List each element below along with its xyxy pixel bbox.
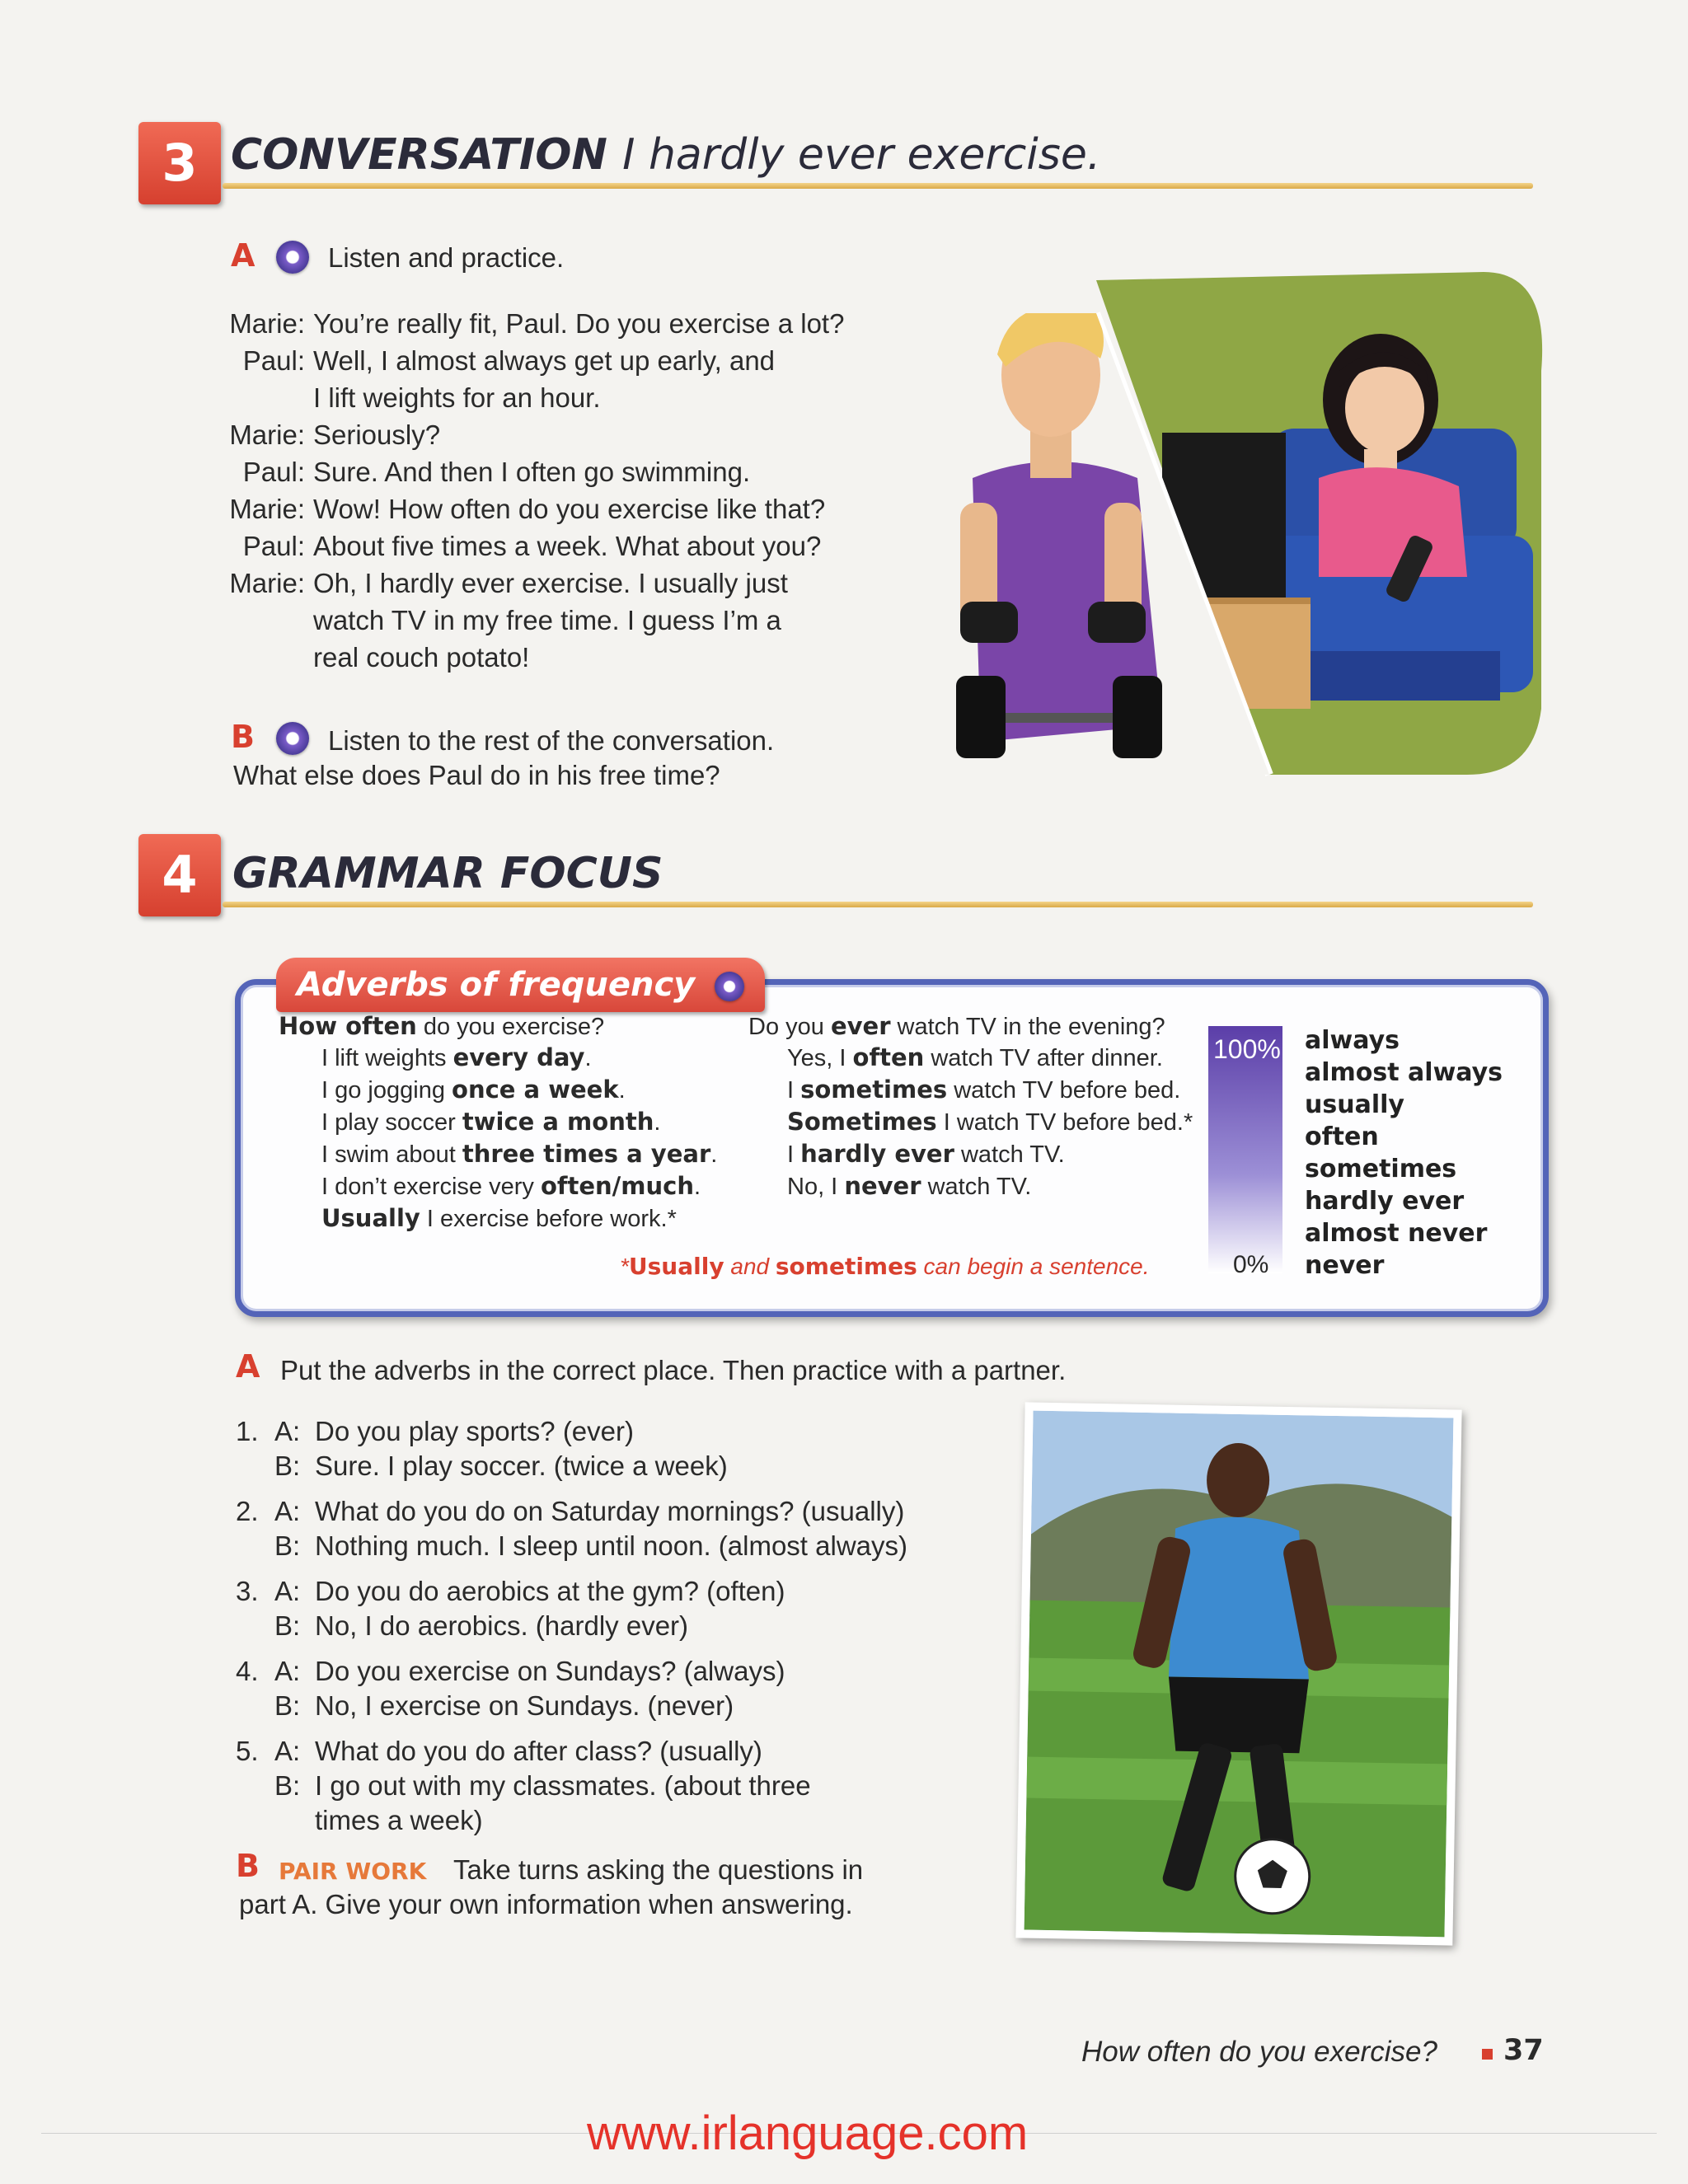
exercise-a-letter: A: [236, 1348, 260, 1385]
text-part: Yes, I: [787, 1045, 853, 1071]
conversation-illustration: [890, 264, 1550, 791]
text-part: *: [620, 1254, 629, 1279]
speaker-a-label: A:: [274, 1656, 301, 1686]
text-part: I: [787, 1141, 801, 1168]
emphasis: hardly ever: [800, 1140, 954, 1168]
text-part: .: [693, 1174, 701, 1200]
text-part: .: [710, 1141, 718, 1168]
dialogue-line: About five times a week. What about you?: [313, 531, 822, 561]
text-part: .: [584, 1045, 592, 1071]
speaker-name: Marie:: [229, 419, 305, 450]
grammar-example: [787, 1043, 1163, 1072]
emphasis: Sometimes: [787, 1108, 937, 1136]
part-b-line1: Listen to the rest of the conversation.: [328, 725, 775, 756]
audio-play-icon[interactable]: [276, 241, 309, 274]
footer-square-bullet: [1482, 2049, 1493, 2060]
exercise-answer: No, I exercise on Sundays. (never): [315, 1690, 734, 1721]
exercise-number: 2.: [236, 1496, 259, 1526]
exercise-question: Do you do aerobics at the gym? (often): [315, 1576, 785, 1606]
speaker-name: Marie:: [229, 308, 305, 339]
grammar-example: [321, 1043, 592, 1072]
pair-work-tag: PAIR WORK: [279, 1858, 427, 1885]
watermark-url: www.irlanguage.com: [587, 2107, 1029, 2160]
text-part: watch TV.: [954, 1141, 1065, 1168]
adverb-item: almost never: [1305, 1219, 1488, 1248]
exercise-answer: I go out with my classmates. (about three: [315, 1770, 811, 1801]
speaker-b-label: B:: [274, 1690, 301, 1721]
exercise-answer: No, I do aerobics. (hardly ever): [315, 1610, 689, 1641]
page-number: 37: [1503, 2034, 1544, 2067]
text-part: I play soccer: [321, 1109, 462, 1136]
conversation-turn: [223, 568, 882, 679]
emphasis: sometimes: [775, 1253, 917, 1280]
section-divider: [223, 183, 1533, 189]
speaker-b-label: B:: [274, 1770, 301, 1801]
speaker-a-label: A:: [274, 1576, 301, 1606]
grammar-example: [321, 1140, 717, 1169]
text-part: I exercise before work.*: [420, 1206, 677, 1232]
soccer-ball: [1235, 1839, 1311, 1915]
conversation-turn: [223, 457, 882, 494]
text-part: I don’t exercise very: [321, 1174, 541, 1200]
grammar-example: [321, 1108, 660, 1137]
exercise-question: Do you play sports? (ever): [315, 1416, 634, 1446]
text-part: .: [654, 1109, 661, 1136]
exercise-b-letter: B: [236, 1848, 260, 1884]
emphasis: often: [852, 1043, 925, 1071]
text-part: can begin a sentence.: [917, 1254, 1150, 1279]
text-part: and: [724, 1254, 776, 1279]
grammar-example: [321, 1172, 701, 1201]
emphasis: once a week: [452, 1076, 619, 1104]
adverb-item: always: [1305, 1026, 1400, 1055]
emphasis: Usually: [628, 1253, 724, 1280]
emphasis: Usually: [321, 1204, 420, 1232]
speaker-name: Paul:: [242, 345, 305, 376]
pair-work-line1: Take turns asking the questions in: [453, 1854, 864, 1885]
emphasis: never: [844, 1172, 921, 1200]
adverb-item: sometimes: [1305, 1155, 1457, 1183]
section-title: GRAMMAR FOCUS: [232, 849, 663, 898]
emphasis: ever: [830, 1012, 891, 1040]
exercise-question: Do you exercise on Sundays? (always): [315, 1656, 785, 1686]
soccer-photo-frame: [1015, 1402, 1461, 1945]
exercise-a-instruction: Put the adverbs in the correct place. Then practice with a partner.: [280, 1355, 1067, 1385]
exercise-question: What do you do after class? (usually): [315, 1736, 762, 1766]
conversation-turn: [223, 308, 882, 345]
pair-work-line2: part A. Give your own information when answering.: [239, 1889, 853, 1919]
conversation-turn: [223, 494, 882, 531]
speaker-name: Marie:: [229, 568, 305, 598]
scale-top-label: 100%: [1213, 1034, 1281, 1064]
adverb-item: never: [1305, 1251, 1385, 1280]
section-divider: [223, 902, 1533, 907]
speaker-b-label: B:: [274, 1610, 301, 1641]
audio-play-icon[interactable]: [715, 972, 744, 1001]
section-title-main: CONVERSATION: [231, 130, 607, 180]
adverb-item: often: [1305, 1122, 1379, 1151]
section-title: [231, 130, 1100, 180]
text-part: Do you: [748, 1014, 831, 1040]
grammar-example: [321, 1204, 677, 1233]
text-part: No, I: [787, 1174, 845, 1200]
exercise-number: 3.: [236, 1576, 259, 1606]
conversation-turn: [223, 419, 882, 457]
grammar-example: [787, 1172, 1031, 1201]
dialogue-line: You’re really fit, Paul. Do you exercise a lot?: [313, 308, 845, 339]
speaker-b-label: B:: [274, 1530, 301, 1561]
part-a-letter: A: [231, 237, 256, 274]
grammar-example: [787, 1108, 1193, 1137]
emphasis: sometimes: [800, 1076, 948, 1104]
section-subtitle: I hardly ever exercise.: [622, 130, 1101, 180]
soccer-player-photo: [1025, 1411, 1454, 1938]
dialogue-line: Seriously?: [313, 419, 441, 450]
conversation: [223, 308, 882, 696]
dialogue-line: Sure. And then I often go swimming.: [313, 457, 751, 487]
grammar-example: [787, 1140, 1065, 1169]
text-part: I watch TV before bed.*: [936, 1109, 1193, 1136]
speaker-name: Paul:: [242, 531, 305, 561]
exercise-answer: times a week): [315, 1805, 483, 1835]
text-part: watch TV after dinner.: [924, 1045, 1163, 1071]
page-footer-title: How often do you exercise?: [1081, 2036, 1437, 2068]
adverb-item: hardly ever: [1305, 1187, 1465, 1216]
exercise-answer: Nothing much. I sleep until noon. (almost always): [315, 1530, 908, 1561]
section-number: 3: [138, 122, 221, 204]
exercise-number: 1.: [236, 1416, 259, 1446]
grammar-box-title-tab: [276, 958, 765, 1012]
text-part: .: [618, 1077, 626, 1104]
conversation-turn: [223, 345, 882, 419]
grammar-example: [321, 1076, 626, 1104]
exercise-answer: Sure. I play soccer. (twice a week): [315, 1451, 728, 1481]
dialogue-line: real couch potato!: [313, 642, 530, 673]
emphasis: How often: [279, 1012, 417, 1040]
speaker-b-label: B:: [274, 1451, 301, 1481]
emphasis: every day: [452, 1043, 585, 1071]
speaker-name: Marie:: [229, 494, 305, 524]
speaker-a-label: A:: [274, 1496, 301, 1526]
grammar-question: [279, 1012, 604, 1041]
audio-play-icon[interactable]: [276, 722, 309, 755]
exercise-question: What do you do on Saturday mornings? (usually): [315, 1496, 905, 1526]
dialogue-line: Well, I almost always get up early, and: [313, 345, 776, 376]
part-a-instruction: Listen and practice.: [328, 242, 565, 273]
exercise-number: 5.: [236, 1736, 259, 1766]
text-part: I: [787, 1077, 801, 1104]
grammar-example: [787, 1076, 1180, 1104]
conversation-turn: [223, 531, 882, 568]
dialogue-line: watch TV in my free time. I guess I’m a: [313, 605, 781, 635]
dialogue-line: Wow! How often do you exercise like that?: [313, 494, 826, 524]
adverb-item: almost always: [1305, 1058, 1503, 1087]
text-part: watch TV.: [921, 1174, 1032, 1200]
exercise-number: 4.: [236, 1656, 259, 1686]
speaker-name: Paul:: [242, 457, 305, 487]
section-number: 4: [138, 834, 221, 916]
part-b-line2: What else does Paul do in his free time?: [233, 760, 720, 790]
text-part: I go jogging: [321, 1077, 452, 1104]
text-part: do you exercise?: [416, 1014, 605, 1040]
dialogue-line: I lift weights for an hour.: [313, 382, 601, 413]
text-part: I lift weights: [321, 1045, 453, 1071]
dialogue-line: Oh, I hardly ever exercise. I usually just: [313, 568, 788, 598]
text-part: watch TV in the evening?: [890, 1014, 1165, 1040]
speaker-a-label: A:: [274, 1736, 301, 1766]
text-part: watch TV before bed.: [947, 1077, 1181, 1104]
speaker-a-label: A:: [274, 1416, 301, 1446]
scale-bottom-label: 0%: [1233, 1251, 1269, 1278]
adverb-item: usually: [1305, 1090, 1404, 1119]
grammar-box-title: Adverbs of frequency: [297, 966, 696, 1004]
emphasis: three times a year: [462, 1140, 711, 1168]
emphasis: twice a month: [462, 1108, 654, 1136]
grammar-footnote: [620, 1253, 1150, 1280]
emphasis: often/much: [540, 1172, 694, 1200]
part-b-letter: B: [231, 719, 255, 755]
text-part: I swim about: [321, 1141, 462, 1168]
grammar-question: [748, 1012, 1165, 1041]
